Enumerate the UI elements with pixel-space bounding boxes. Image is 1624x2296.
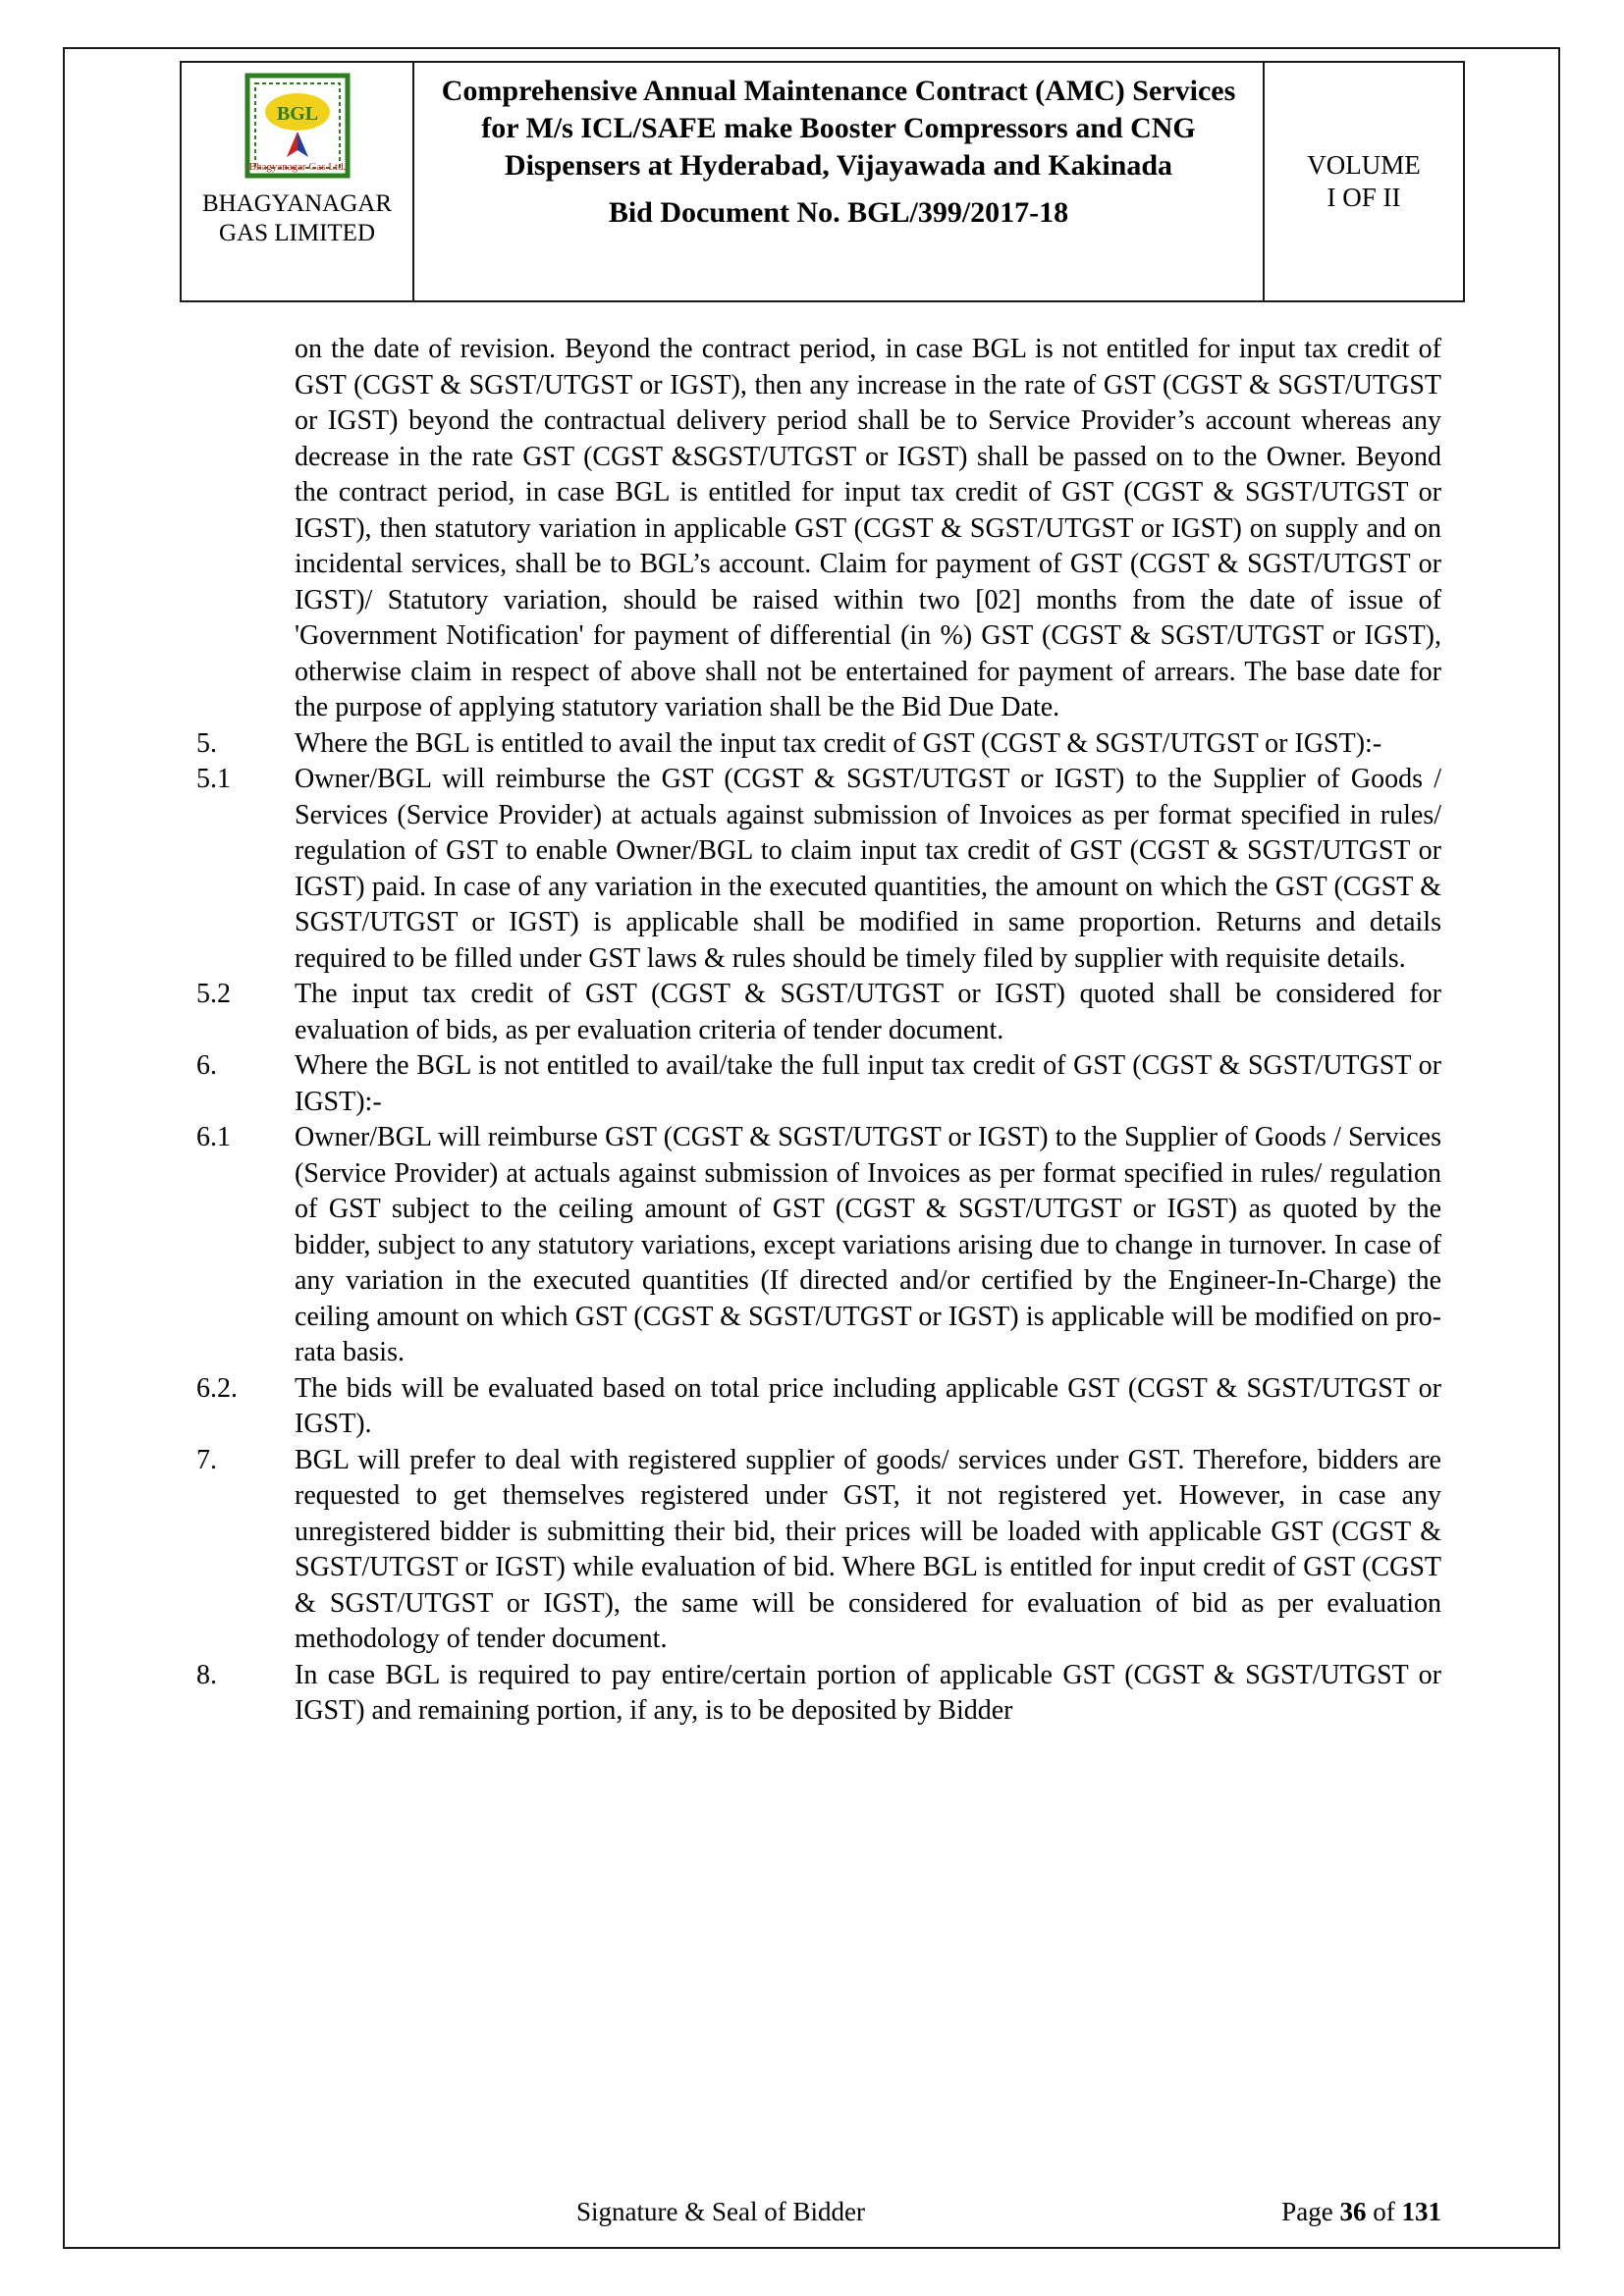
paragraph xyxy=(196,762,1441,977)
page-number: 36 xyxy=(1339,2197,1367,2226)
paragraph-text: Where the BGL is not entitled to avail/take the full input tax credit of GST (CGST & SGST/UTGST or IGST):- xyxy=(295,1050,1441,1117)
paragraph-number: 8. xyxy=(196,1659,217,1690)
paragraph-number: 7. xyxy=(196,1444,217,1475)
paragraph-text: Owner/BGL will reimburse GST (CGST & SGST/UTGST or IGST) to the Supplier of Goods / Services (Service Provider) at actuals against submission of Invoices as per format specified in rules/ regulation of GST subject to the ceiling amount of GST (CGST & SGST/UTGST or IGST) as quoted by the bidder, subject to any statutory variations, except variations arising due to change in turnover. In case of any variation in the executed quantities (If directed and/or certified by the Engineer-In-Charge) the ceiling amount on which GST (CGST & SGST/UTGST or IGST) is applicable will be modified on pro-rata basis. xyxy=(295,1122,1441,1367)
paragraph xyxy=(196,1120,1441,1371)
page-indicator xyxy=(1281,2197,1441,2227)
logo-subtitle-text: Bhagyanagar Gas Ltd. xyxy=(248,161,346,173)
paragraph xyxy=(196,332,1441,726)
paragraph xyxy=(196,1443,1441,1658)
paragraph xyxy=(196,977,1441,1048)
logo-flame-left-icon xyxy=(287,132,298,157)
paragraph xyxy=(196,1048,1441,1120)
volume-cell xyxy=(1264,62,1464,301)
paragraph-text: The input tax credit of GST (CGST & SGST/UTGST or IGST) quoted shall be considered for evaluation of bids, as per evaluation criteria of tender document. xyxy=(295,979,1441,1045)
title-cell xyxy=(413,62,1264,301)
paragraph xyxy=(196,1658,1441,1730)
page-footer xyxy=(196,2197,1441,2227)
organization-name xyxy=(188,189,406,248)
paragraph-text: In case BGL is required to pay entire/certain portion of applicable GST (CGST & SGST/UTGST or IGST) and remaining portion, if any, is to be deposited by Bidder xyxy=(295,1659,1441,1726)
paragraph-number: 5.1 xyxy=(196,764,231,794)
bgl-logo xyxy=(236,73,359,183)
volume-line1: VOLUME xyxy=(1307,150,1421,180)
volume-line2: I OF II xyxy=(1326,183,1401,212)
logo-cell xyxy=(181,62,413,301)
paragraph xyxy=(196,1371,1441,1443)
total-pages: 131 xyxy=(1401,2197,1441,2226)
bid-document-number: Bid Document No. BGL/399/2017-18 xyxy=(608,196,1069,229)
paragraph-text: on the date of revision. Beyond the contract period, in case BGL is not entitled for input tax credit of GST (CGST & SGST/UTGST or IGST), then any increase in the rate of GST (CGST & SGST/UTGST or IGST) beyond the contractual delivery period shall be to Service Provider’s account whereas any decrease in the rate GST (CGST &SGST/UTGST or IGST) shall be passed on to the Owner. Beyond the contract period, in case BGL is entitled for input tax credit of GST (CGST & SGST/UTGST or IGST), then statutory variation in applicable GST (CGST & SGST/UTGST or IGST) on supply and on incidental services, shall be to BGL’s account. Claim for payment of GST (CGST & SGST/UTGST or IGST)/ Statutory variation, should be raised within two [02] months from the date of issue of 'Government Notification' for payment of differential (in %) GST (CGST & SGST/UTGST or IGST), otherwise claim in respect of above shall not be entertained for payment of arrears. The base date for the purpose of applying statutory variation shall be the Bid Due Date. xyxy=(295,334,1441,722)
paragraph xyxy=(196,726,1441,763)
paragraph-text: The bids will be evaluated based on total price including applicable GST (CGST & SGST/UTGST or IGST). xyxy=(295,1372,1441,1439)
paragraph-text: BGL will prefer to deal with registered supplier of goods/ services under GST. Therefore, bidders are requested to get themselves registered under GST, it not registered yet. However, in case any unregistered bidder is submitting their bid, their prices will be loaded with applicable GST (CGST & SGST/UTGST or IGST) while evaluation of bid. Where BGL is entitled for input credit of GST (CGST & SGST/UTGST or IGST), the same will be considered for evaluation of bid as per evaluation methodology of tender document. xyxy=(295,1444,1441,1654)
paragraph-number: 6.2. xyxy=(196,1372,238,1404)
document-body xyxy=(196,332,1441,1730)
paragraph-text: Where the BGL is entitled to avail the input tax credit of GST (CGST & SGST/UTGST or IGST):- xyxy=(295,727,1382,759)
logo-abbr-text: BGL xyxy=(276,103,318,125)
logo-flame-right-icon xyxy=(298,132,308,157)
paragraph-text: Owner/BGL will reimburse the GST (CGST & SGST/UTGST or IGST) to the Supplier of Goods / Services (Service Provider) at actuals against submission of Invoices as per format specified in rules/ regulation of GST to enable Owner/BGL to claim input tax credit of GST (CGST & SGST/UTGST or IGST) paid. In case of any variation in the executed quantities, the amount on which the GST (CGST & SGST/UTGST or IGST) is applicable shall be modified in same proportion. Returns and details required to be filled under GST laws & rules should be timely filed by supplier with requisite details. xyxy=(295,764,1441,974)
org-name-line1: BHAGYANAGAR xyxy=(201,190,393,217)
org-name-line2: GAS LIMITED xyxy=(218,220,375,246)
page-label: Page xyxy=(1281,2197,1333,2226)
document-title: Comprehensive Annual Maintenance Contract (AMC) Services for M/s ICL/SAFE make Booster Compressors and CNG Dispensers at Hyderabad, Vijayawada and Kakinada xyxy=(441,75,1236,182)
paragraph-number: 6.1 xyxy=(196,1122,231,1152)
paragraph-number: 6. xyxy=(196,1050,217,1081)
paragraph-number: 5.2 xyxy=(196,979,231,1009)
paragraph-number xyxy=(196,332,295,726)
of-label: of xyxy=(1373,2197,1395,2226)
signature-line: Signature & Seal of Bidder xyxy=(576,2197,865,2226)
header-table xyxy=(180,61,1465,302)
paragraph-number: 5. xyxy=(196,727,217,759)
